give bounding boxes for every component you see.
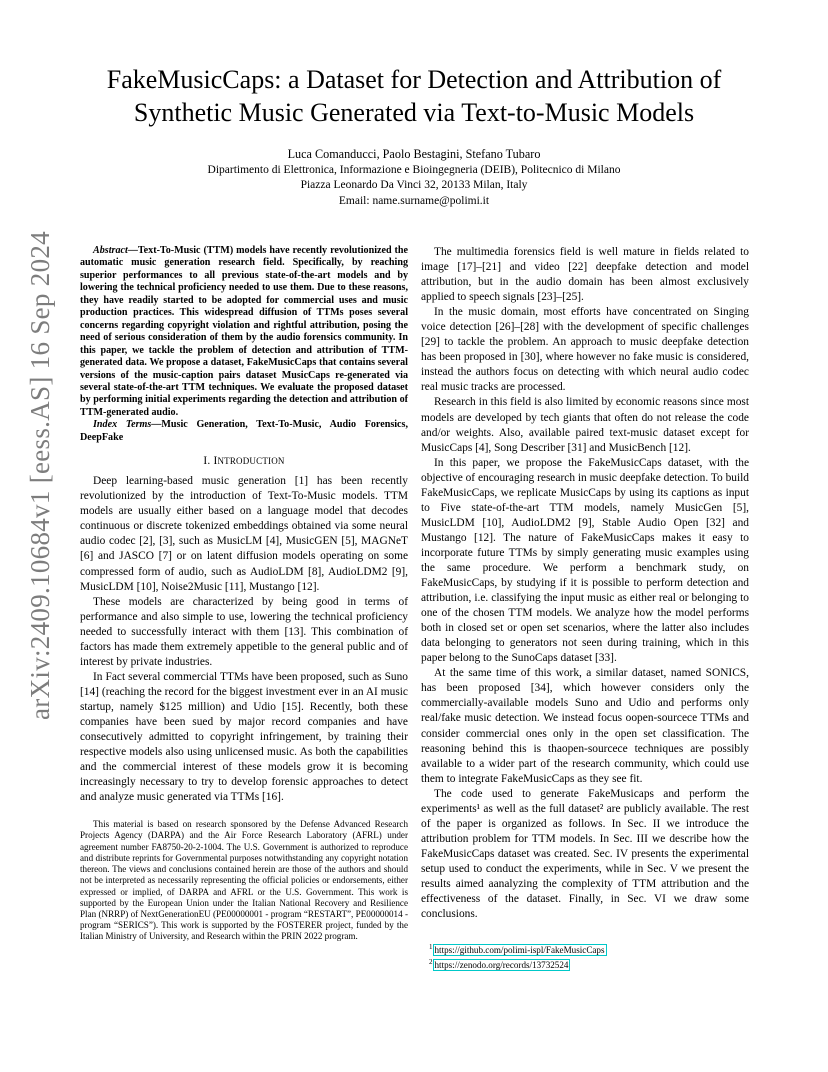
footnote-2-link[interactable]: https://zenodo.org/records/13732524 (434, 959, 569, 970)
intro-paragraph-8: At the same time of this work, a similar dataset, named SONICS, has been proposed [34], which however considers only the commercially-available models Suno and Udio and performs only real/fake music detection. We instead focus oopen-sourcece TTMs and consider commercial ones only in the open set classification. The reasoning behind this is thaopen-sourcece techniques are possibly available to a wider part of the research community, which could use them to integrate FakeMusicCaps as they see fit. (421, 667, 749, 785)
intro-paragraph-4: The multimedia forensics field is well mature in fields related to image [17]–[21] and video [22] deepfake detection and model attribution, but in the audio domain has been almost exclusively applied to speech signals [23]–[25]. (421, 246, 749, 304)
footnote-1-mark: 1 (429, 943, 433, 952)
affiliation-line-2: Piazza Leonardo Da Vinci 32, 20133 Milan, Italy (300, 179, 528, 191)
affiliation-line-1: Dipartimento di Elettronica, Informazione e Bioingegneria (DEIB), Politecnico di Milano (207, 163, 621, 176)
footnote-1 (421, 942, 749, 957)
abstract-text: —Text-To-Music (TTM) models have recently revolutionized the automatic music generation research field. Specifically, by reaching superior performances to all previous state-of-the-art models and by lowering the technical proficiency needed to use them. Due to these reasons, they have readily started to be adopted for commercial uses and music production practices. This widespread diffusion of TTMs poses several concerns regarding copyright violation and rightful attribution, posing the need of serious consideration of them by the audio forensics community. In this paper, we tackle the problem of detection and attribution of TTM-generated data. We propose a dataset, FakeMusicCaps that contains several versions of the music-caption pairs dataset MusicCaps re-generated via several state-of-the-art TTM techniques. We evaluate the proposed dataset by performing initial experiments regarding the detection and attribution of TTM-generated audio. (80, 245, 408, 418)
intro-paragraph-2: These models are characterized by being good in terms of performance and also simple to use, lowering the technical proficiency needed to successfully interact with them [13]. This combination of factors has made them extremely appetible to the general public and of interest by private industries. (80, 595, 408, 668)
funding-acknowledgement: This material is based on research sponsored by the Defense Advanced Research Projects Agency (DARPA) and the Air Force Research Laboratory (AFRL) under agreement number FA8750-20-2-1004. The U.S. Government is authorized to reproduce and distribute reprints for Governmental purposes notwithstanding any copyright notation thereon. The views and conclusions contained herein are those of the authors and should not be interpreted as necessarily representing the official policies or endorsements, either expressed or implied, of DARPA and AFRL or the U.S. Government. This work is supported by the European Union under the Italian National Recovery and Resilience Plan (NRRP) of NextGenerationEU (PE00000001 - program “RESTART”, PE00000014 - program “SERICS”). This work is supported by the FOSTERER project, funded by the Italian Ministry of University, and Research within the PRIN 2022 program. (80, 819, 408, 942)
section-title-rest: NTRODUCTION (217, 456, 285, 467)
intro-paragraph-1: Deep learning-based music generation [1] has been recently revolutionized by the introduction of Text-To-Music models. TTM models are usually either based on a language model that decodes continuous or discrete tokenized embeddings obtained via some neural audio codec [2], [3], such as MusicLM [4], MusicGEN [5], MAGNeT [6] and JASCO [7] or on latent diffusion models operating on some compressed form of audio, such as AudioLDM [8], AudioLDM2 [9], MusicLDM [10], Noise2Music [11], Mustango [12]. (80, 475, 408, 593)
section-initial: I (213, 455, 218, 468)
footnote-2-mark: 2 (429, 957, 433, 966)
arxiv-identifier-text: arXiv:2409.10684v1 [eess.AS] 16 Sep 2024 (24, 230, 55, 720)
author-list: Luca Comanducci, Paolo Bestagini, Stefano Tubaro (287, 147, 541, 161)
index-terms-label: Index Terms (93, 419, 152, 431)
arxiv-identifier-stamp (12, 170, 68, 780)
section-number: I. (203, 455, 214, 468)
right-column (421, 245, 749, 971)
paper-title: FakeMusicCaps: a Dataset for Detection and Attribution of Synthetic Music Generated via Text-to-Music Models (106, 65, 722, 127)
intro-paragraph-5: In the music domain, most efforts have concentrated on Singing voice detection [26]–[28] with the development of specific challenges [29] to tackle the problem. An approach to music deepfake detection has been proposed in [30], where however no fake music is considered, instead the authors focus on detecting with which neural audio codec real music tracks are processed. (421, 306, 749, 394)
footnote-2 (421, 957, 749, 972)
title-block (70, 63, 758, 209)
intro-paragraph-6: Research in this field is also limited by economic reasons since most models are developed by tech giants that often do not release the code and/or weights. Also, available paired text-music dataset except for MusicCaps [4], Song Describer [31] and MusicBench [12]. (421, 396, 749, 454)
left-column (80, 245, 408, 952)
section-heading-introduction (80, 455, 408, 467)
intro-paragraph-7: In this paper, we propose the FakeMusicCaps dataset, with the objective of encouraging research in music deepfake detection. To build FakeMusicCaps, we replicate MusicCaps by using its captions as input to Five state-of-the-art TTM models, namely MusicGen [5], MusicLDM [10], AudioLDM2 [9], Stable Audio Open [32] and Mustango [12]. The nature of FakeMusicCaps makes it easy to incorporate future TTMs by simply generating music examples using the same procedure. We perform a benchmark study, on FakeMusicCaps, by studying if it is possible to perform detection and attribution, i.e. classifying the input music as either real or belonging to one of the chosen TTM models. We analyze how the model performs both in closed set or open set scenarios, where the latter also includes data belonging to generators not seen during training, which in this paper belong to the SunoCaps dataset [33]. (421, 456, 749, 665)
abstract (80, 245, 408, 419)
author-email: Email: name.surname@polimi.it (338, 194, 490, 207)
index-terms-text: —Music Generation, Text-To-Music, Audio Forensics, DeepFake (80, 419, 408, 443)
index-terms (80, 419, 408, 444)
intro-paragraph-3: In Fact several commercial TTMs have been proposed, such as Suno [14] (reaching the record for the biggest investment ever in an AI music startup, namely $125 million) and Udio [15]. Recently, both these companies have been sued by major record companies and have consecutively admitted to copyright infringement, by training their respective models also using unlicensed music. As both the capabilities and the commercial interest of these models grow it is becoming increasingly necessary to try to develop forensic approaches to detect and analyze music generated via TTMs [16]. (80, 670, 408, 804)
intro-paragraph-9: The code used to generate FakeMusicaps and perform the experiments¹ as well as the full dataset² are publicly available. The rest of the paper is organized as follows. In Sec. II we introduce the attribution problem for TTM models. In Sec. III we describe how the FakeMusicCaps dataset was created. Sec. IV presents the experimental setup used to conduct the experiments, while in Sec. V we present the results aimed aanalyzing the complexity of TTM attribution and the effectiveness of the dataset. Finally, in Sec. VI we draw some conclusions. (421, 787, 749, 921)
footnote-1-link[interactable]: https://github.com/polimi-ispl/FakeMusicCaps (434, 945, 605, 956)
abstract-label: Abstract (93, 245, 128, 256)
